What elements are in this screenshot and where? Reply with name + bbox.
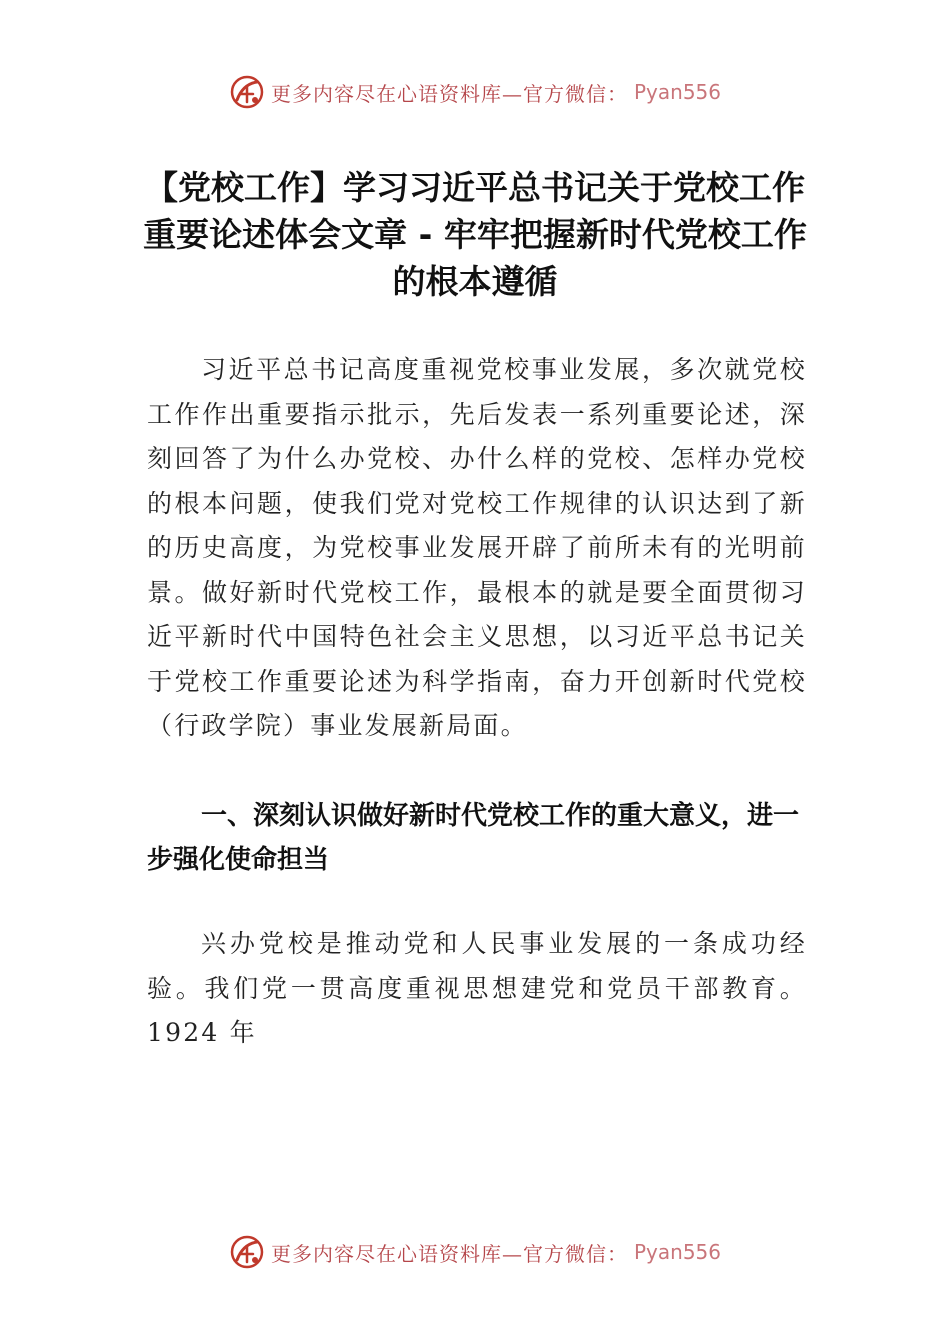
footer-banner-text: 更多内容尽在心语资料库—官方微信： (270, 1241, 628, 1266)
header-banner-text: 更多内容尽在心语资料库—官方微信： (270, 81, 628, 106)
header-wechat-id: Pyan556 (633, 80, 721, 104)
footer-wechat-id: Pyan556 (633, 1240, 721, 1264)
document-title: 【党校工作】学习习近平总书记关于党校工作重要论述体会文章 - 牢牢把握新时代党校工作的根本遵循 (143, 168, 807, 301)
footer-banner (0, 1232, 950, 1272)
section-heading-1: 一、深刻认识做好新时代党校工作的重大意义，进一步强化使命担当 (147, 801, 800, 875)
seal-logo-icon (229, 74, 265, 110)
seal-logo-icon (229, 1234, 265, 1270)
header-banner (0, 72, 950, 112)
paragraph-intro: 习近平总书记高度重视党校事业发展，多次就党校工作作出重要指示批示，先后发表一系列重要论述，深刻回答了为什么办党校、办什么样的党校、怎样办党校的根本问题，使我们党对党校工作规律的认识达到了新的历史高度，为党校事业发展开辟了前所未有的光明前景。做好新时代党校工作，最根本的就是要全面贯彻习近平新时代中国特色社会主义思想，以习近平总书记关于党校工作重要论述为科学指南，奋力开创新时代党校（行政学院）事业发展新局面。 (147, 355, 807, 740)
paragraph-section-1: 兴办党校是推动党和人民事业发展的一条成功经验。我们党一贯高度重视思想建党和党员干部教育。1924 年 (147, 929, 807, 1047)
